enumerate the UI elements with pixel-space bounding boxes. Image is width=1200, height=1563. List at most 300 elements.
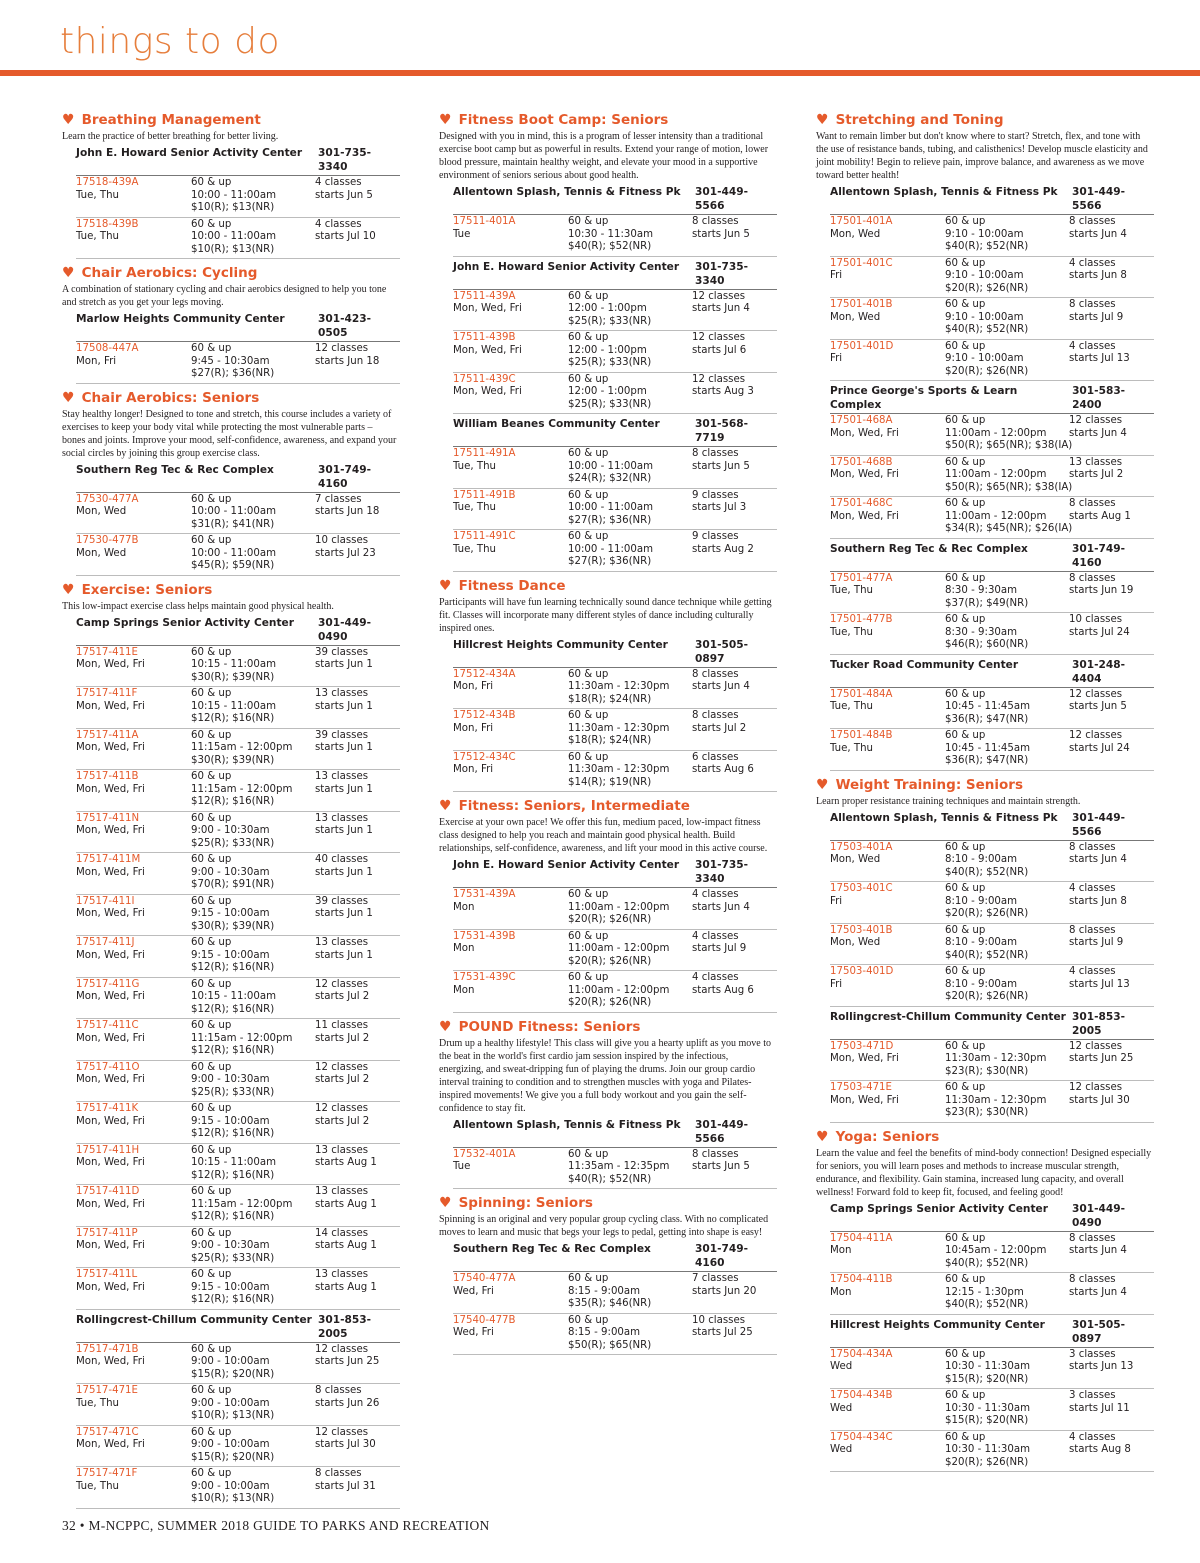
class-days: Mon, Wed, Fri [830, 1053, 899, 1064]
class-code[interactable]: 17504-434A [830, 1348, 893, 1360]
program-title [439, 111, 775, 129]
class-code[interactable]: 17501-401D [830, 340, 894, 352]
class-code[interactable]: 17512-434B [453, 710, 516, 721]
class-code[interactable]: 17501-401B [830, 299, 893, 310]
class-time: 9:00 - 10:30am [191, 866, 270, 878]
class-row [830, 965, 1154, 1007]
location-phone: 301-735-3340 [318, 147, 372, 173]
class-count: 12 classes [1069, 415, 1123, 426]
location-phone: 301-449-5566 [1072, 811, 1126, 838]
class-start: starts Jun 1 [315, 825, 373, 836]
class-time: 10:15 - 11:00am [191, 659, 277, 670]
location-phone: 301-449-5566 [695, 1118, 749, 1145]
class-start: starts Jul 25 [692, 1327, 753, 1338]
class-code[interactable]: 17518-439A [76, 177, 139, 188]
location-block [453, 638, 777, 793]
class-count: 7 classes [315, 493, 362, 505]
class-info-cell [568, 332, 692, 370]
class-time: 9:00 - 10:00am [191, 1480, 270, 1492]
program-description: Designed with you in mind, this is a program of lesser intensity than a traditional exercise boot camp but as powerful in results. Extend your range of motion, lower blood pressure, maintain healthy weight, and elevate your mood in a supportive environment of seniors serious about good health. [439, 131, 769, 181]
class-start: starts Jun 4 [692, 303, 750, 314]
class-time: 11:30am - 12:30pm [568, 764, 670, 775]
class-start: starts Jul 2 [315, 1032, 370, 1044]
class-code[interactable]: 17517-411P [76, 1227, 138, 1239]
class-code[interactable]: 17517-411K [76, 1103, 139, 1114]
class-code-cell [76, 688, 191, 726]
class-code[interactable]: 17512-434C [453, 751, 516, 763]
location-block [76, 312, 400, 384]
class-row [830, 924, 1154, 966]
class-code[interactable]: 17532-401A [453, 1148, 516, 1160]
class-info-cell [568, 752, 692, 790]
class-count: 12 classes [315, 343, 369, 354]
class-code[interactable]: 17511-439C [453, 373, 516, 385]
class-start: starts Jun 4 [1069, 1286, 1127, 1298]
class-row [830, 613, 1154, 655]
class-code[interactable]: 17517-411J [76, 937, 135, 948]
class-time: 9:00 - 10:30am [191, 1240, 270, 1251]
class-count: 10 classes [315, 535, 369, 546]
class-code-cell [76, 1103, 191, 1141]
class-code[interactable]: 17518-439B [76, 218, 139, 230]
class-count: 9 classes [692, 531, 739, 542]
class-code[interactable]: 17508-447A [76, 343, 139, 354]
class-code[interactable]: 17531-439B [453, 930, 516, 942]
class-count: 8 classes [692, 710, 739, 721]
program-description: This low-impact exercise class helps maintain good physical health. [62, 600, 334, 612]
program-description: Want to remain limber but don't know where to start? Stretch, flex, and tone with the use of resistance bands, tubing, and calisthenics! Develop muscle elasticity and joint mobility! Begin to relieve pain, improve balance, and awareness as we move toward better health! [816, 131, 1148, 181]
class-row [830, 1348, 1154, 1390]
class-info-cell [945, 1274, 1069, 1312]
class-age: 60 & up [568, 489, 609, 501]
class-code-cell [830, 1274, 945, 1312]
class-code[interactable]: 17501-468B [830, 456, 893, 468]
class-count: 13 classes [315, 688, 369, 699]
class-code[interactable]: 17503-471D [830, 1040, 894, 1052]
class-code[interactable]: 17540-477B [453, 1314, 516, 1326]
heart-icon: ♥ [439, 1195, 452, 1211]
class-start: starts Jun 8 [1069, 270, 1127, 281]
class-start: starts Jun 4 [692, 681, 750, 692]
class-code-cell [453, 291, 568, 329]
class-code[interactable]: 17503-401D [830, 966, 894, 977]
class-code-cell [453, 972, 568, 1010]
class-code[interactable]: 17517-411G [76, 978, 140, 990]
class-code[interactable]: 17501-401A [830, 216, 893, 227]
class-count: 13 classes [315, 812, 369, 824]
class-fee: $40(R); $52(NR) [945, 241, 1029, 252]
class-start: starts Jul 2 [1069, 469, 1124, 480]
class-start: starts Jul 9 [1069, 311, 1124, 323]
class-time: 11:15am - 12:00pm [191, 1198, 293, 1210]
location-phone: 301-449-5566 [1072, 186, 1126, 212]
class-count: 7 classes [692, 1273, 739, 1284]
class-fee: $35(R); $46(NR) [568, 1298, 652, 1309]
class-code-cell [830, 1082, 945, 1120]
class-count: 4 classes [692, 972, 739, 983]
class-start: starts Jun 18 [315, 506, 380, 517]
location-phone: 301-449-5566 [695, 186, 749, 212]
class-sessions-cell [692, 1315, 777, 1353]
class-fee: $15(R); $20(NR) [191, 1451, 275, 1463]
class-code[interactable]: 17517-411O [76, 1061, 140, 1073]
class-time: 12:00 - 1:00pm [568, 303, 647, 314]
class-row [76, 1144, 400, 1186]
class-fee: $15(R); $20(NR) [945, 1415, 1029, 1426]
class-info-cell [568, 1273, 692, 1311]
class-count: 6 classes [692, 751, 739, 763]
heart-icon: ♥ [439, 1018, 452, 1035]
class-count: 12 classes [1069, 688, 1123, 700]
class-code-cell [830, 730, 945, 768]
class-time: 11:15am - 12:00pm [191, 1032, 293, 1044]
class-count: 4 classes [1069, 966, 1116, 977]
class-code[interactable]: 17511-401A [453, 216, 516, 227]
class-info-cell [945, 614, 1069, 652]
class-code-cell [830, 1390, 945, 1428]
class-age: 60 & up [945, 415, 986, 426]
class-code[interactable]: 17503-401B [830, 924, 893, 936]
class-code[interactable]: 17501-477A [830, 572, 893, 584]
class-info-cell [945, 216, 1069, 254]
location-phone: 301-749-4160 [1072, 542, 1126, 569]
class-row [453, 751, 777, 793]
class-fee: $10(R); $13(NR) [191, 202, 275, 213]
class-fee: $34(R); $45(NR); $26(IA) [945, 523, 1073, 534]
location-header [76, 463, 400, 493]
class-days: Mon, Wed, Fri [830, 510, 899, 522]
class-count: 4 classes [315, 177, 362, 188]
class-code[interactable]: 17511-491B [453, 489, 516, 501]
class-code[interactable]: 17501-477B [830, 614, 893, 625]
location-header [453, 260, 777, 290]
class-info-cell [945, 689, 1069, 727]
program-section [816, 1128, 1152, 1473]
class-code[interactable]: 17540-477A [453, 1273, 516, 1284]
class-code[interactable]: 17517-411F [76, 688, 138, 699]
class-code-cell [453, 1149, 568, 1187]
class-code[interactable]: 17517-411M [76, 854, 141, 865]
class-time: 10:45 - 11:45am [945, 701, 1031, 712]
class-row [830, 257, 1154, 299]
class-count: 12 classes [1069, 730, 1123, 741]
class-code-cell [76, 1020, 191, 1058]
class-code[interactable]: 17503-401C [830, 883, 893, 894]
class-days: Mon [453, 901, 475, 913]
class-info-cell [945, 1432, 1069, 1470]
class-fee: $36(R); $47(NR) [945, 713, 1029, 725]
class-age: 60 & up [191, 535, 232, 546]
class-days: Mon, Wed [830, 854, 881, 865]
class-fee: $25(R); $33(NR) [568, 315, 652, 327]
class-sessions-cell [1069, 258, 1154, 296]
class-info-cell [191, 1020, 315, 1058]
class-count: 10 classes [1069, 614, 1123, 625]
class-row [453, 930, 777, 972]
class-fee: $27(R); $36(NR) [568, 514, 652, 526]
class-code[interactable]: 17512-434A [453, 668, 516, 680]
class-fee: $40(R); $52(NR) [568, 241, 652, 252]
class-code[interactable]: 17517-411H [76, 1144, 140, 1156]
program-description: Stay healthy longer! Designed to tone and stretch, this course includes a variety of exercises to keep your body vital while protecting the most vulnerable parts – bones and joints. Improve your mood, self-confidence, awareness, and expand your social circles by joining this group exercise class. [62, 408, 397, 459]
program-description: Spinning is an original and very popular group cycling class. With no complicated moves to learn and music that begs your legs to pedal, getting into shape is easy! [439, 1214, 769, 1238]
class-code[interactable]: 17501-468A [830, 415, 893, 426]
class-code[interactable]: 17517-471F [76, 1468, 138, 1479]
class-info-cell [191, 1186, 315, 1224]
location-name: Allentown Splash, Tennis & Fitness Pk [453, 1118, 681, 1131]
class-time: 10:15 - 11:00am [191, 991, 277, 1002]
class-days: Fri [830, 895, 843, 907]
column-2 [439, 109, 775, 1360]
class-code-cell [76, 979, 191, 1017]
class-code-cell [830, 925, 945, 963]
location-phone: 301-568-7719 [695, 418, 749, 444]
class-count: 12 classes [315, 1061, 369, 1073]
class-code[interactable]: 17511-491C [453, 531, 516, 542]
class-row [830, 729, 1154, 771]
class-sessions-cell [315, 1103, 400, 1141]
class-fee: $31(R); $41(NR) [191, 518, 275, 530]
class-fee: $50(R); $65(NR); $38(IA) [945, 481, 1073, 493]
class-days: Tue, Thu [830, 701, 874, 712]
class-age: 60 & up [568, 531, 609, 542]
class-info-cell [945, 498, 1073, 536]
column-3 [816, 109, 1152, 1477]
class-age: 60 & up [191, 978, 232, 990]
class-count: 8 classes [1069, 1274, 1116, 1285]
class-count: 12 classes [315, 1103, 369, 1114]
class-age: 60 & up [945, 924, 986, 936]
class-age: 60 & up [191, 854, 232, 865]
location-header [76, 312, 400, 342]
class-count: 4 classes [1069, 340, 1116, 352]
class-info-cell [191, 1468, 315, 1506]
class-start: starts Jun 25 [1069, 1053, 1134, 1064]
class-code[interactable]: 17517-411L [76, 1269, 138, 1280]
program-title [816, 1128, 1152, 1146]
program-title [439, 797, 775, 815]
class-code[interactable]: 17530-477B [76, 535, 139, 546]
class-time: 10:00 - 11:00am [191, 231, 277, 242]
class-age: 60 & up [945, 883, 986, 894]
class-code[interactable]: 17504-411B [830, 1274, 893, 1285]
class-row [453, 530, 777, 572]
program-title-text: Fitness: Seniors, Intermediate [458, 798, 690, 814]
heart-icon: ♥ [439, 577, 452, 594]
class-info-cell [191, 494, 315, 532]
class-code[interactable]: 17517-411B [76, 771, 139, 782]
class-fee: $25(R); $33(NR) [191, 1086, 275, 1098]
class-code[interactable]: 17504-434B [830, 1390, 893, 1401]
class-fee: $50(R); $65(NR) [568, 1339, 652, 1351]
class-code[interactable]: 17511-439B [453, 332, 516, 343]
program-title [439, 1194, 775, 1212]
class-days: Mon, Wed [830, 937, 881, 948]
class-count: 8 classes [315, 1385, 362, 1396]
class-age: 60 & up [191, 1269, 232, 1280]
class-row [453, 331, 777, 373]
class-sessions-cell [315, 1062, 400, 1100]
class-start: starts Jun 1 [315, 783, 373, 795]
class-code-cell [76, 1145, 191, 1183]
class-info-cell [945, 883, 1069, 921]
class-count: 4 classes [692, 889, 739, 900]
class-start: starts Jul 2 [315, 1115, 370, 1127]
location-phone: 301-505-0897 [695, 638, 749, 665]
class-sessions-cell [315, 854, 400, 892]
class-code[interactable]: 17511-491A [453, 448, 516, 459]
class-start: starts Aug 6 [692, 764, 754, 775]
class-fee: $12(R); $16(NR) [191, 1128, 275, 1139]
class-days: Tue, Thu [830, 742, 874, 754]
class-sessions-cell [692, 710, 777, 748]
program-title [62, 264, 398, 282]
class-code[interactable]: 17503-471E [830, 1082, 892, 1093]
class-fee: $30(R); $39(NR) [191, 671, 275, 683]
class-code[interactable]: 17517-471B [76, 1343, 139, 1355]
class-start: starts Jun 4 [1069, 1245, 1127, 1256]
class-code-cell [453, 931, 568, 969]
class-code[interactable]: 17501-484A [830, 688, 893, 700]
class-age: 60 & up [191, 729, 232, 741]
header-rule [0, 70, 1200, 76]
class-time: 8:10 - 9:00am [945, 854, 1018, 865]
class-info-cell [568, 889, 692, 927]
class-days: Mon, Wed, Fri [76, 1356, 145, 1367]
class-code[interactable]: 17517-411N [76, 812, 140, 824]
class-code[interactable]: 17517-471E [76, 1385, 138, 1396]
class-code[interactable]: 17517-411A [76, 729, 139, 741]
class-code[interactable]: 17530-477A [76, 493, 139, 505]
class-sessions-cell [315, 979, 400, 1017]
class-time: 11:00am - 12:00pm [568, 901, 670, 913]
class-count: 13 classes [315, 1186, 369, 1197]
class-row [453, 215, 777, 257]
class-age: 60 & up [945, 456, 986, 468]
class-code[interactable]: 17511-439A [453, 290, 516, 302]
program-section [62, 389, 398, 576]
class-days: Mon, Wed, Fri [76, 1032, 145, 1044]
class-row [453, 709, 777, 751]
program-description: Learn the value and feel the benefits of mind-body connection! Designed especially for seniors, you will learn poses and methods to increase muscular strength, endurance, and flexibility. Gain stamina, increased lung capacity, and overall wellness! Forward fold to keep fit, focused, and feeling good! [816, 1147, 1152, 1198]
class-row [453, 447, 777, 489]
class-info-cell [945, 415, 1073, 453]
location-name: Allentown Splash, Tennis & Fitness Pk [830, 811, 1058, 824]
location-phone: 301-749-4160 [318, 463, 372, 490]
class-sessions-cell [315, 1145, 400, 1183]
class-code[interactable]: 17501-468C [830, 498, 893, 509]
class-code[interactable]: 17503-401A [830, 841, 893, 853]
class-time: 12:15 - 1:30pm [945, 1286, 1024, 1298]
class-sessions-cell [692, 1149, 777, 1187]
class-fee: $23(R); $30(NR) [945, 1107, 1029, 1118]
location-block [76, 1313, 400, 1509]
class-code[interactable]: 17517-411D [76, 1186, 140, 1197]
class-info-cell [191, 854, 315, 892]
class-days: Mon, Wed, Fri [830, 427, 899, 439]
class-code[interactable]: 17501-401C [830, 257, 893, 269]
class-start: starts Jul 9 [1069, 937, 1124, 948]
program-title [816, 111, 1152, 129]
class-sessions-cell [1069, 1432, 1154, 1470]
class-row [453, 489, 777, 531]
class-days: Mon [830, 1286, 852, 1298]
class-code[interactable]: 17517-411E [76, 646, 138, 658]
class-code[interactable]: 17501-484B [830, 730, 893, 741]
class-row [830, 572, 1154, 614]
location-name: Southern Reg Tec & Rec Complex [453, 1243, 651, 1255]
class-count: 3 classes [1069, 1348, 1116, 1360]
class-code[interactable]: 17531-439A [453, 889, 516, 900]
class-days: Mon, Wed, Fri [453, 386, 522, 397]
class-days: Fri [830, 978, 843, 990]
class-sessions-cell [1069, 1041, 1154, 1079]
class-info-cell [191, 1103, 315, 1141]
class-code[interactable]: 17517-471C [76, 1426, 139, 1438]
class-start: starts Jul 2 [692, 722, 747, 734]
class-age: 60 & up [568, 1148, 609, 1160]
class-code-cell [830, 1349, 945, 1387]
page-title: things to do [60, 21, 281, 62]
location-name: Southern Reg Tec & Rec Complex [830, 542, 1028, 555]
class-age: 60 & up [191, 1020, 232, 1031]
class-code-cell [830, 689, 945, 727]
location-block [830, 658, 1154, 771]
class-fee: $40(R); $52(NR) [945, 949, 1029, 961]
class-row [76, 936, 400, 978]
class-start: starts Jul 13 [1069, 978, 1130, 990]
class-count: 12 classes [315, 978, 369, 990]
class-sessions-cell [1069, 842, 1154, 880]
class-days: Mon, Wed, Fri [76, 908, 145, 919]
heart-icon: ♥ [62, 389, 75, 406]
class-code[interactable]: 17531-439C [453, 972, 516, 983]
location-name: Prince George's Sports & Learn Complex [830, 385, 1018, 411]
class-sessions-cell [1069, 341, 1154, 379]
class-code-cell [830, 498, 945, 536]
class-row [453, 1148, 777, 1190]
class-code-cell [830, 457, 945, 495]
class-fee: $40(R); $52(NR) [945, 1257, 1029, 1269]
program-description: Drum up a healthy lifestyle! This class will give you a hearty uplift as you move to the beat in the world's first cardio jam session inspired by the infectious, energizing, and sweat-dripping fun of playing the drums. Join our group cardio interval training to condition and to strengthen muscles with yoga and Pilates-inspired movements! We give you a full body workout and you gain the self-confidence to stay fit. [439, 1037, 771, 1114]
location-name: William Beanes Community Center [453, 418, 660, 430]
class-start: starts Jun 1 [315, 700, 373, 712]
class-age: 60 & up [945, 966, 986, 977]
class-code[interactable]: 17504-411A [830, 1232, 893, 1244]
class-row [830, 1232, 1154, 1274]
class-sessions-cell [315, 647, 400, 685]
class-info-cell [945, 1233, 1069, 1271]
class-row [76, 1426, 400, 1468]
class-fee: $15(R); $20(NR) [191, 1368, 275, 1380]
class-days: Mon, Fri [453, 722, 494, 734]
class-age: 60 & up [945, 730, 986, 741]
class-code[interactable]: 17517-411I [76, 895, 135, 907]
class-age: 60 & up [945, 572, 986, 584]
class-code[interactable]: 17504-434C [830, 1431, 893, 1443]
class-sessions-cell [315, 1344, 400, 1382]
class-age: 60 & up [945, 1431, 986, 1443]
class-count: 8 classes [692, 216, 739, 227]
class-time: 11:15am - 12:00pm [191, 742, 293, 753]
class-start: starts Aug 8 [1069, 1444, 1131, 1455]
class-row [453, 1314, 777, 1356]
class-age: 60 & up [568, 448, 609, 459]
location-phone: 301-853-2005 [1072, 1010, 1126, 1037]
class-code-cell [830, 883, 945, 921]
class-code[interactable]: 17517-411C [76, 1020, 139, 1031]
class-days: Tue, Thu [830, 585, 874, 596]
